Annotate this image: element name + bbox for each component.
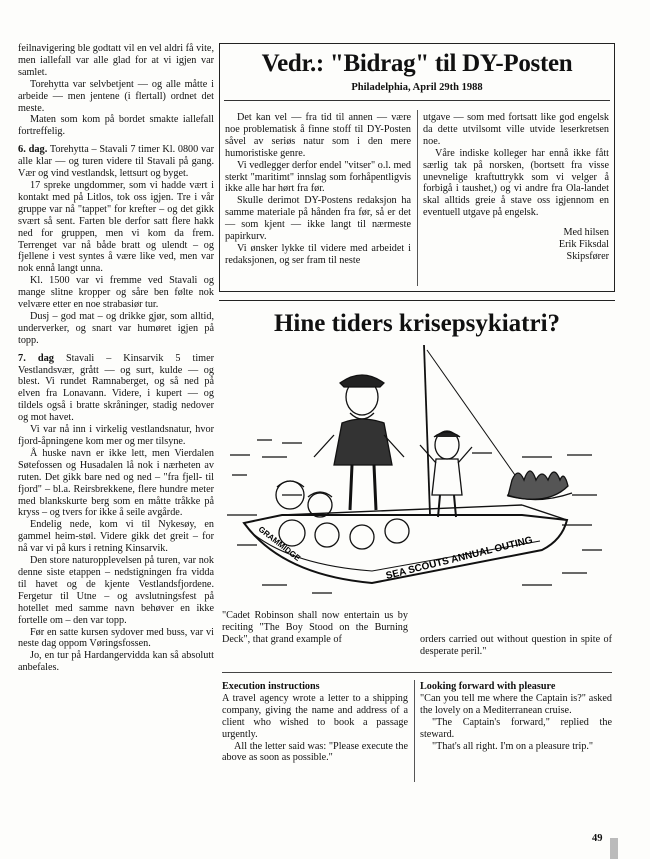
page-number: 49: [592, 833, 603, 844]
paragraph: 17 spreke ungdommer, som vi hadde vært i kontakt med på Litlos, tok oss igjen. Tre i vår gruppe var nå "tappet" for krefter – og det gikk svært så sent. Farten ble derfor satt flere hakk ned for gruppen, men vi kom da frem. Terrenget var nå både bratt og ulendt – og fjellene i vest syntes å være like ved, men var nok ennå langt unna.: [18, 179, 214, 275]
paragraph: Kl. 1500 var vi fremme ved Stavali og mange slitne kropper og såre ben følte nok velvære etter en noe strabasiør tur.: [18, 275, 214, 311]
paragraph: All the letter said was: "Please execute the above as soon as possible.": [222, 740, 408, 764]
column-divider: [414, 680, 415, 782]
paragraph: Å huske navn er ikke lett, men Vierdalen Søtefossen og Husadalen lå nok i nærheten av ruten. Det gikk bare ned og ned – "fra fjell- til fjord" – bl.a. Reirsbrekkene, flere hundre meter med blankskurte berg som en måtte tråkke på kryss – og tvers for ikke å seile avgårde.: [18, 447, 214, 519]
sea-scouts-cartoon: [222, 345, 614, 607]
paragraph: Vi vedlegger derfor endel "vitser" o.l. med sterkt "maritimt" innslag som forhåpentligvis ikke alle har hørt fra før.: [225, 159, 411, 195]
signoff-greeting: Med hilsen: [563, 227, 609, 239]
bidrag-dateline: Philadelphia, April 29th 1988: [351, 82, 483, 93]
paragraph: Før en satte kursen sydover med buss, var vi neste dag oppom Vøringsfossen.: [18, 626, 214, 650]
bidrag-column-1: [225, 112, 411, 267]
bidrag-title: Vedr.: "Bidrag" til DY-Posten: [261, 50, 573, 77]
paragraph: Vi var nå inn i virkelig vestlandsnatur, hvor fjord-åpningene kom mer og mer tilsyne.: [18, 424, 214, 447]
paragraph: A travel agency wrote a letter to a shipping company, giving the name and address of a client who wished to book a passage urgently.: [222, 692, 408, 740]
paragraph: Jo, en tur på Hardangervidda kan så absolutt anbefales.: [18, 650, 214, 674]
paragraph: Maten som kom på bordet smakte iallefall fortreffelig.: [18, 114, 214, 138]
left-article-column: [18, 43, 214, 674]
paragraph: Endelig nede, kom vi til Nykesøy, en gammel heim-støl. Videre gikk det greit – for nå var vi på kurs i retning Kinsarvik.: [18, 519, 214, 555]
paragraph: Dusj – god mat – og drikke gjør, som alltid, underverker, og snart var humøret igjen på topp.: [18, 310, 214, 346]
paragraph: "The Captain's forward," replied the steward.: [420, 716, 612, 740]
bow-lettering: GRAMMIDGE: [256, 524, 303, 563]
hine-title: Hine tiders krisepsykiatri?: [273, 310, 561, 337]
caption-text: "Cadet Robinson shall now entertain us by reciting "The Boy Stood on the Burning Deck", that grand example of: [222, 610, 408, 645]
signoff-title: Skipsfører: [566, 250, 609, 262]
paragraph: feilnavigering ble godtatt vil en vel aldri få vite, men iallefall var alle glad for at vi igjen var samlet.: [18, 43, 214, 78]
day6-heading: 6. dag.: [18, 144, 48, 156]
paragraph: "That's all right. I'm on a pleasure trip.": [432, 740, 594, 752]
paragraph: Våre indiske kolleger har ennå ikke fått særlig tak på norsken, (bortsett fra visse unevnelige kraftuttrykk som vi velger å forbigå i taushet,) og vi andre fra Ola-landet skal alltids greie å stave oss igjennom en eventuell utgave på engelsk.: [423, 147, 609, 219]
section-divider: [222, 672, 612, 673]
paragraph: Stavali – Kinsarvik 5 timer Vestlandsvær, grått — og surt, kulde — og blest. Vi rundet Ramnaberget, og så ned på elven fra Lonavann. Videre, i kupert — og tildels også i bratte skråninger, stadig nedover og mot havet.: [18, 352, 214, 424]
looking-forward-joke: [420, 681, 612, 752]
paragraph: "Can you tell me where the Captain is?" asked the lovely on a Mediterranean cruise.: [420, 692, 612, 716]
joke-heading: Execution instructions: [222, 681, 320, 692]
bidrag-column-2: [423, 112, 609, 263]
paragraph: Den store naturopplevelsen på turen, var nok denne siste etappen – nedstigningen fra vidda til havet og de kjente Vestlandsfjordene. Fergetur til Utne – og avslutningsfest på hotellet med samme navn behøver en ikke fortelle om – den var topp.: [18, 555, 214, 626]
divider: [224, 100, 610, 101]
cartoon-caption-left: [222, 610, 408, 646]
paragraph: Torehytta var selvbetjent — og alle måtte i arbeide — men jentene (i flertall) ordnet det meste.: [18, 78, 214, 114]
cartoon-caption-right: [420, 610, 612, 658]
boat-lettering: SEA SCOUTS ANNUAL OUTING: [384, 534, 534, 582]
signoff-name: Erik Fiksdal: [558, 239, 609, 251]
bidrag-letter-box: [219, 43, 615, 292]
paragraph: Vi ønsker lykke til videre med arbeidet i redaksjonen, og ser fram til neste: [225, 242, 411, 266]
page-edge: [610, 838, 618, 859]
caption-text: orders carried out without question in spite of desperate peril.": [420, 634, 612, 657]
paragraph: Skulle derimot DY-Postens redaksjon ha samme materiale på hånden fra før, så er det — som kjent — ikke langt til nærmeste papirkurv.: [225, 195, 411, 243]
joke-heading: Looking forward with pleasure: [420, 681, 556, 692]
day7-heading: 7. dag: [18, 352, 54, 364]
section-divider: [219, 300, 615, 301]
execution-joke: [222, 681, 408, 764]
paragraph: utgave — som med fortsatt like god engelsk da dette utvilsomt ville utvide leserkretsen noe.: [423, 112, 609, 147]
column-divider: [417, 110, 418, 286]
paragraph: Det kan vel — fra tid til annen — være noe problematisk å finne stoff til DY-Posten såvel av seriøs natur som i den mere humoristiske genre.: [225, 112, 411, 159]
paragraph: Torehytta – Stavali 7 timer Kl. 0800 var alle klar — og turen videre til Stavali på gang. Vær og vind vestlandsk, lettsurt og byget.: [18, 144, 214, 180]
